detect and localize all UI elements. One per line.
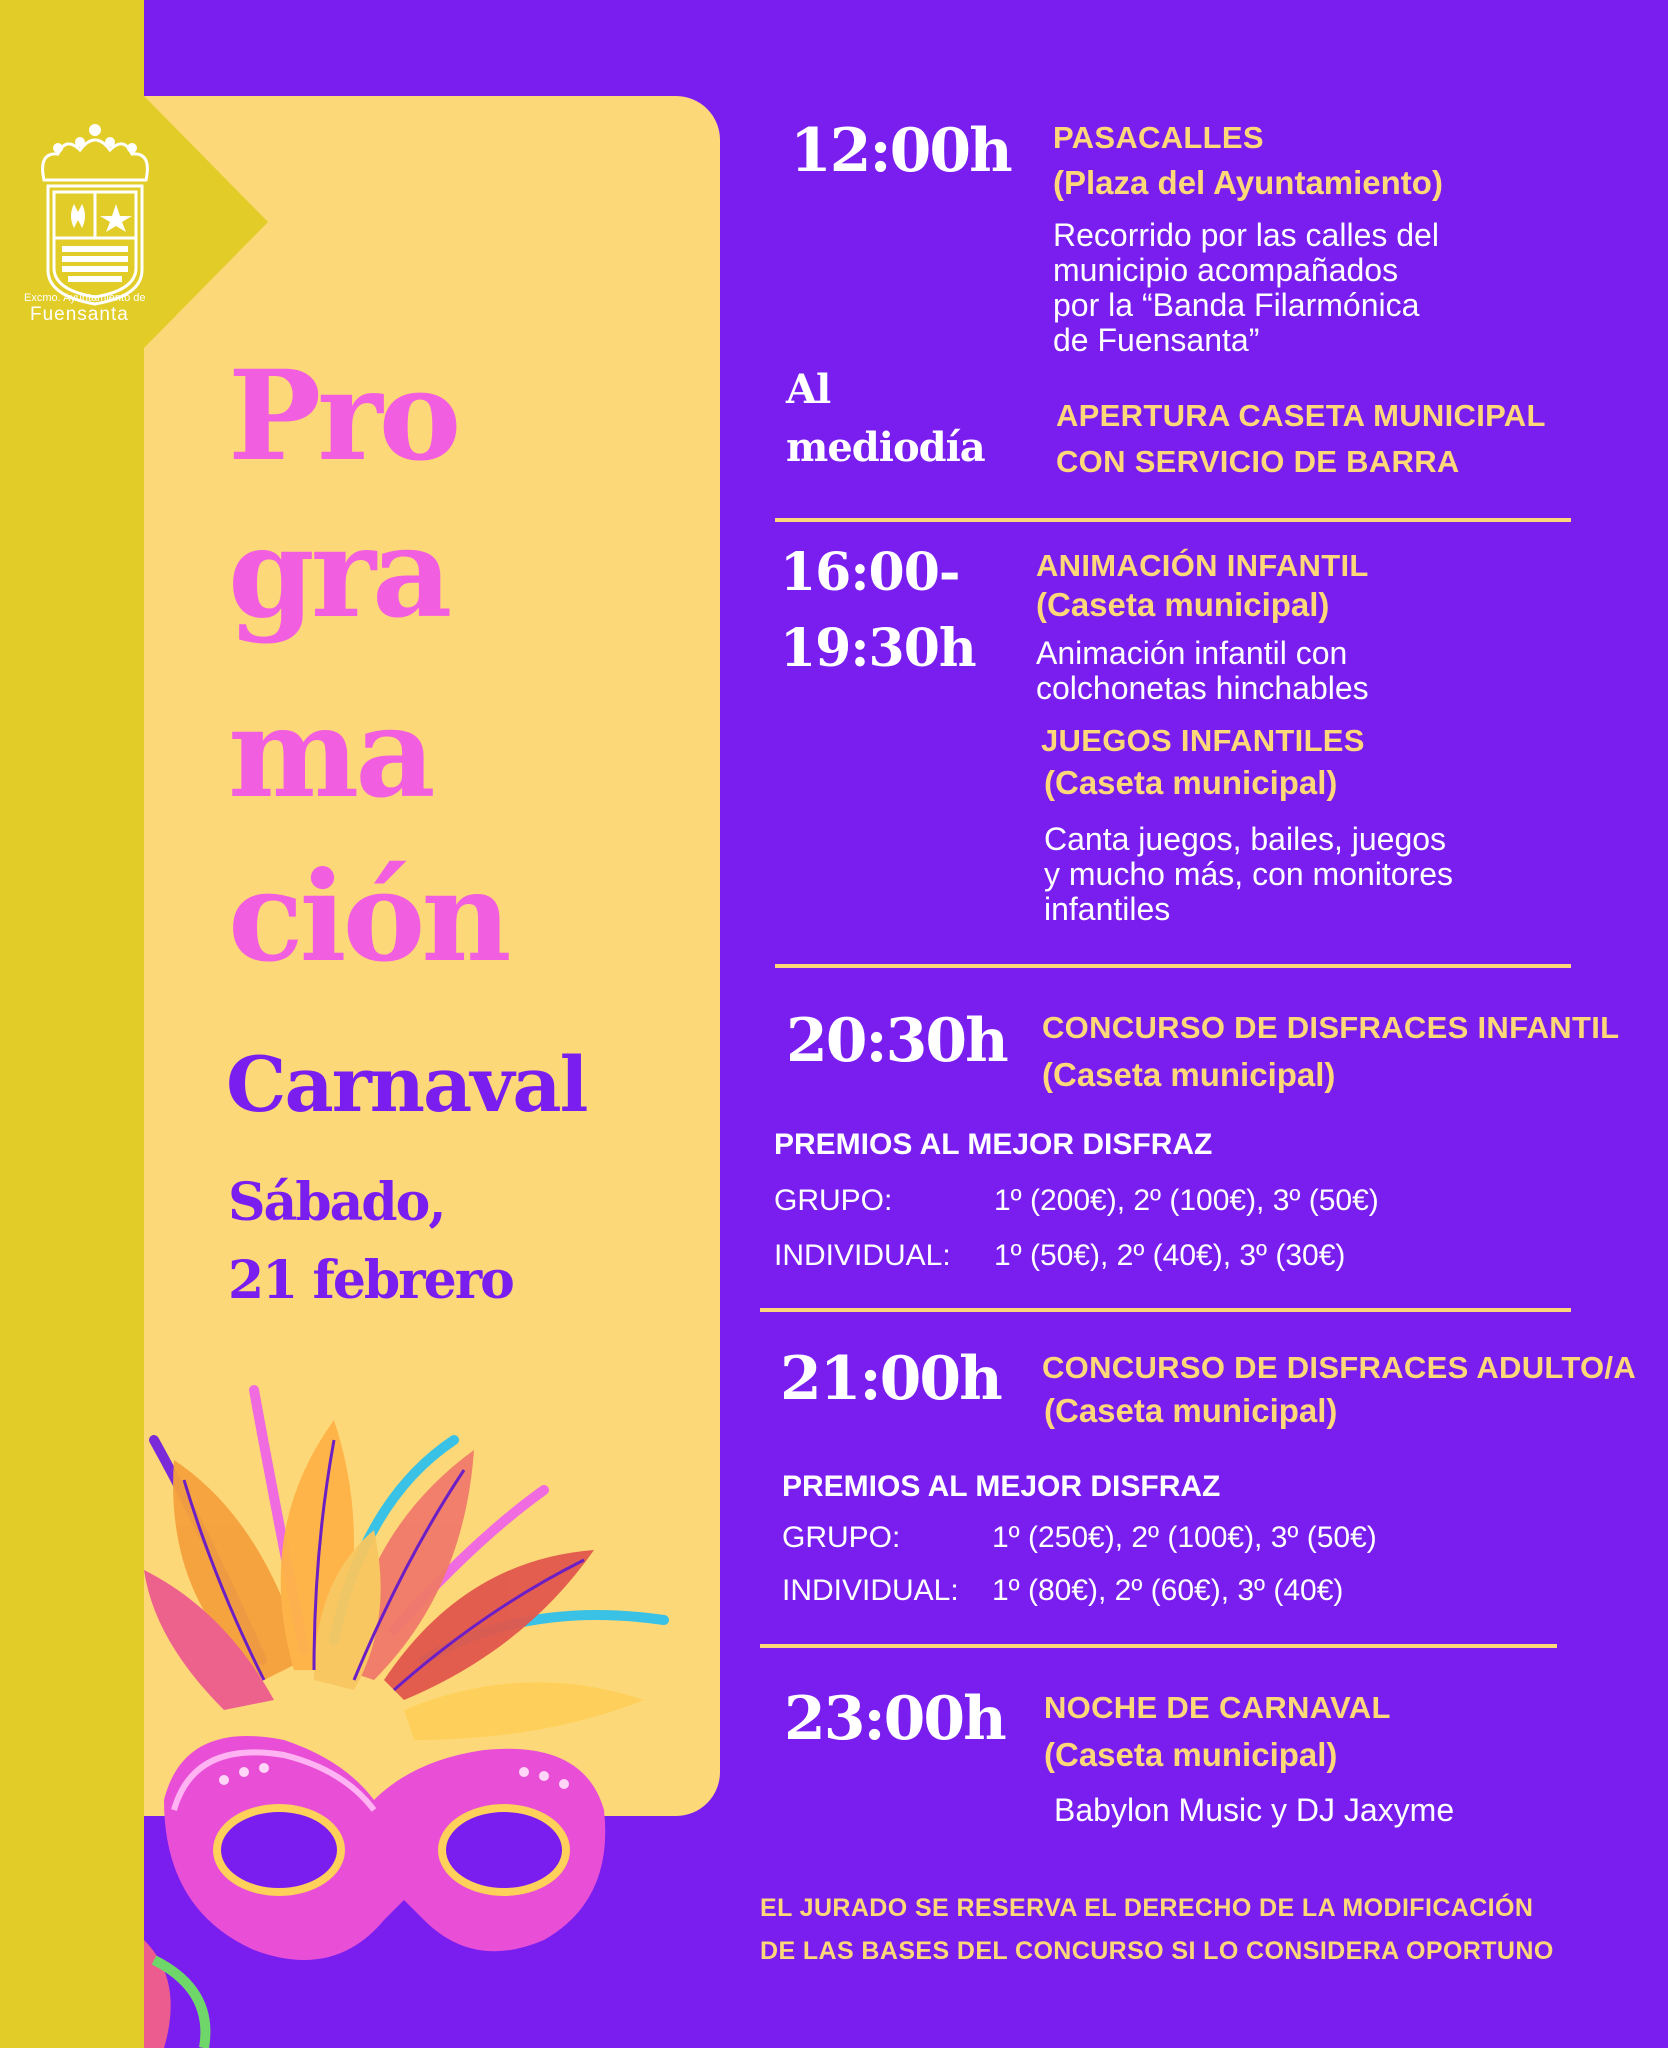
event-description-line: municipio acompañados <box>1053 252 1399 288</box>
prize-value: 1º (200€), 2º (100€), 3º (50€) <box>994 1184 1379 1217</box>
title-line-2: gra <box>228 501 449 646</box>
event-description-line: por la “Banda Filarmónica <box>1053 287 1420 323</box>
title-line-3: ma <box>228 681 432 826</box>
event-title-concurso-adulto: CONCURSO DE DISFRACES ADULTO/A <box>1042 1350 1637 1385</box>
time-infantil-line-2: 19:30h <box>780 618 976 679</box>
time-concurso-infantil: 20:30h <box>786 1006 1007 1076</box>
section-divider <box>775 964 1571 968</box>
prizes-heading: PREMIOS AL MEJOR DISFRAZ <box>774 1128 1213 1161</box>
crest-caption-small: Excmo. Ayuntamiento de <box>24 292 146 304</box>
event-description-line: Babylon Music y DJ Jaxyme <box>1054 1792 1455 1828</box>
event-description-line: Animación infantil con <box>1036 635 1348 671</box>
prize-label: GRUPO: <box>782 1521 901 1554</box>
prize-label: INDIVIDUAL: <box>774 1239 951 1272</box>
event-description-line: infantiles <box>1044 891 1171 927</box>
event-title-pasacalles: PASACALLES <box>1053 120 1264 155</box>
carnival-mask-illustration <box>144 1380 704 2048</box>
event-location-animacion: (Caseta municipal) <box>1036 586 1330 623</box>
time-concurso-adulto: 21:00h <box>780 1344 1001 1414</box>
prize-label: GRUPO: <box>774 1184 893 1217</box>
event-description-line: colchonetas hinchables <box>1036 670 1369 706</box>
prize-label: INDIVIDUAL: <box>782 1574 959 1607</box>
event-title-noche-carnaval: NOCHE DE CARNAVAL <box>1044 1690 1391 1725</box>
title-line-4: ción <box>228 845 508 990</box>
prize-value: 1º (50€), 2º (40€), 3º (30€) <box>994 1239 1346 1272</box>
section-divider <box>760 1308 1571 1312</box>
event-title-apertura-line-1: APERTURA CASETA MUNICIPAL <box>1056 398 1546 433</box>
event-name: Carnaval <box>226 1040 587 1129</box>
time-noche-carnaval: 23:00h <box>784 1684 1005 1754</box>
prizes-heading: PREMIOS AL MEJOR DISFRAZ <box>782 1470 1221 1503</box>
time-infantil-line-1: 16:00- <box>780 542 960 603</box>
time-mediodia-line-1: Al <box>786 366 831 413</box>
event-title-apertura-line-2: CON SERVICIO DE BARRA <box>1056 444 1460 479</box>
section-divider <box>760 1644 1557 1648</box>
disclaimer-line-2: DE LAS BASES DEL CONCURSO SI LO CONSIDERA OPORTUNO <box>760 1937 1554 1965</box>
event-location-noche-carnaval: (Caseta municipal) <box>1044 1736 1338 1773</box>
event-description-line: Canta juegos, bailes, juegos <box>1044 821 1447 857</box>
section-divider <box>775 518 1571 522</box>
event-title-juegos: JUEGOS INFANTILES <box>1041 723 1365 758</box>
prize-value: 1º (80€), 2º (60€), 3º (40€) <box>992 1574 1344 1607</box>
event-description-line: Recorrido por las calles del <box>1053 217 1439 253</box>
event-location-concurso-infantil: (Caseta municipal) <box>1042 1056 1336 1093</box>
event-location-concurso-adulto: (Caseta municipal) <box>1044 1392 1338 1429</box>
event-location-juegos: (Caseta municipal) <box>1044 764 1338 801</box>
event-location-pasacalles: (Plaza del Ayuntamiento) <box>1053 164 1443 201</box>
crest-caption-town: Fuensanta <box>30 304 129 325</box>
event-title-concurso-infantil: CONCURSO DE DISFRACES INFANTIL <box>1042 1010 1620 1045</box>
event-description-line: de Fuensanta” <box>1053 322 1260 358</box>
event-date-line-1: Sábado, <box>228 1172 445 1233</box>
event-description-line: y mucho más, con monitores <box>1044 856 1454 892</box>
event-title-animacion: ANIMACIÓN INFANTIL <box>1036 548 1369 583</box>
event-date-line-2: 21 febrero <box>228 1250 513 1311</box>
disclaimer-line-1: EL JURADO SE RESERVA EL DERECHO DE LA MODIFICACIÓN <box>760 1894 1534 1922</box>
title-line-1: Pro <box>228 344 458 489</box>
prize-value: 1º (250€), 2º (100€), 3º (50€) <box>992 1521 1377 1554</box>
time-pasacalles: 12:00h <box>790 116 1011 186</box>
time-mediodia-line-2: mediodía <box>786 424 985 471</box>
